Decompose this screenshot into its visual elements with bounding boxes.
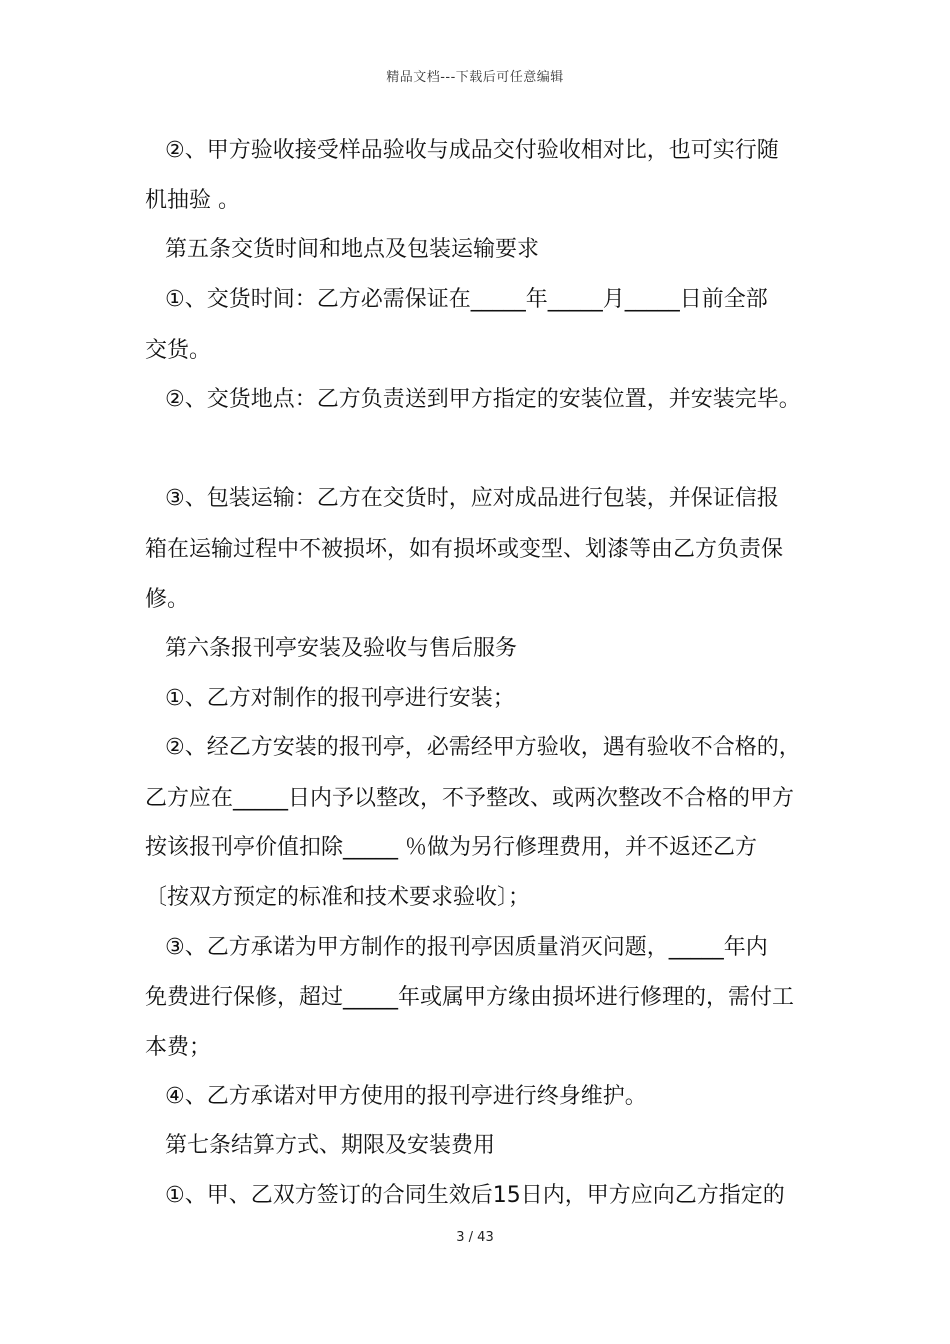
section-heading: 第七条结算方式、期限及安装费用 <box>165 1133 496 1158</box>
text-line: ①、甲、乙双方签订的合同生效后15日内，甲方应向乙方指定的 <box>165 1183 785 1208</box>
text-line: 机抽验 。 <box>145 188 240 213</box>
text-line: ②、交货地点：乙方负责送到甲方指定的安装位置，并安装完毕。 <box>165 387 801 412</box>
text-line: 交货。 <box>145 338 212 363</box>
text-line: ④、乙方承诺对甲方使用的报刊亭进行终身维护。 <box>165 1084 647 1109</box>
page-header: 精品文档---下载后可任意编辑 <box>386 70 564 85</box>
text-line: 按该报刊亭价值扣除_____ ％做为另行修理费用，并不返还乙方 <box>145 835 757 860</box>
text-line: ②、甲方验收接受样品验收与成品交付验收相对比，也可实行随 <box>165 138 779 163</box>
text-line: 〔按双方预定的标准和技术要求验收〕； <box>145 885 531 910</box>
text-line: ①、乙方对制作的报刊亭进行安装； <box>165 686 515 711</box>
text-line: 免费进行保修，超过_____年或属甲方缘由损坏进行修理的，需付工 <box>145 985 795 1010</box>
text-line: 乙方应在_____日内予以整改，不予整改、或两次整改不合格的甲方 <box>145 786 795 811</box>
text-line: 箱在运输过程中不被损坏，如有损坏或变型、划漆等由乙方负责保 <box>145 537 784 562</box>
text-line: ③、乙方承诺为甲方制作的报刊亭因质量消灭问题，_____年内 <box>165 935 768 960</box>
text-line: 本费； <box>145 1035 212 1060</box>
section-heading: 第五条交货时间和地点及包装运输要求 <box>165 237 540 262</box>
text-line: 修。 <box>145 587 190 612</box>
page-number: 3 / 43 <box>456 1230 494 1245</box>
section-heading: 第六条报刊亭安装及验收与售后服务 <box>165 636 518 661</box>
text-line: ③、包装运输：乙方在交货时，应对成品进行包装，并保证信报 <box>165 486 779 511</box>
text-line: ①、交货时间：乙方必需保证在_____年_____月_____日前全部 <box>165 287 768 312</box>
text-line: ②、经乙方安装的报刊亭，必需经甲方验收，遇有验收不合格的， <box>165 735 801 760</box>
